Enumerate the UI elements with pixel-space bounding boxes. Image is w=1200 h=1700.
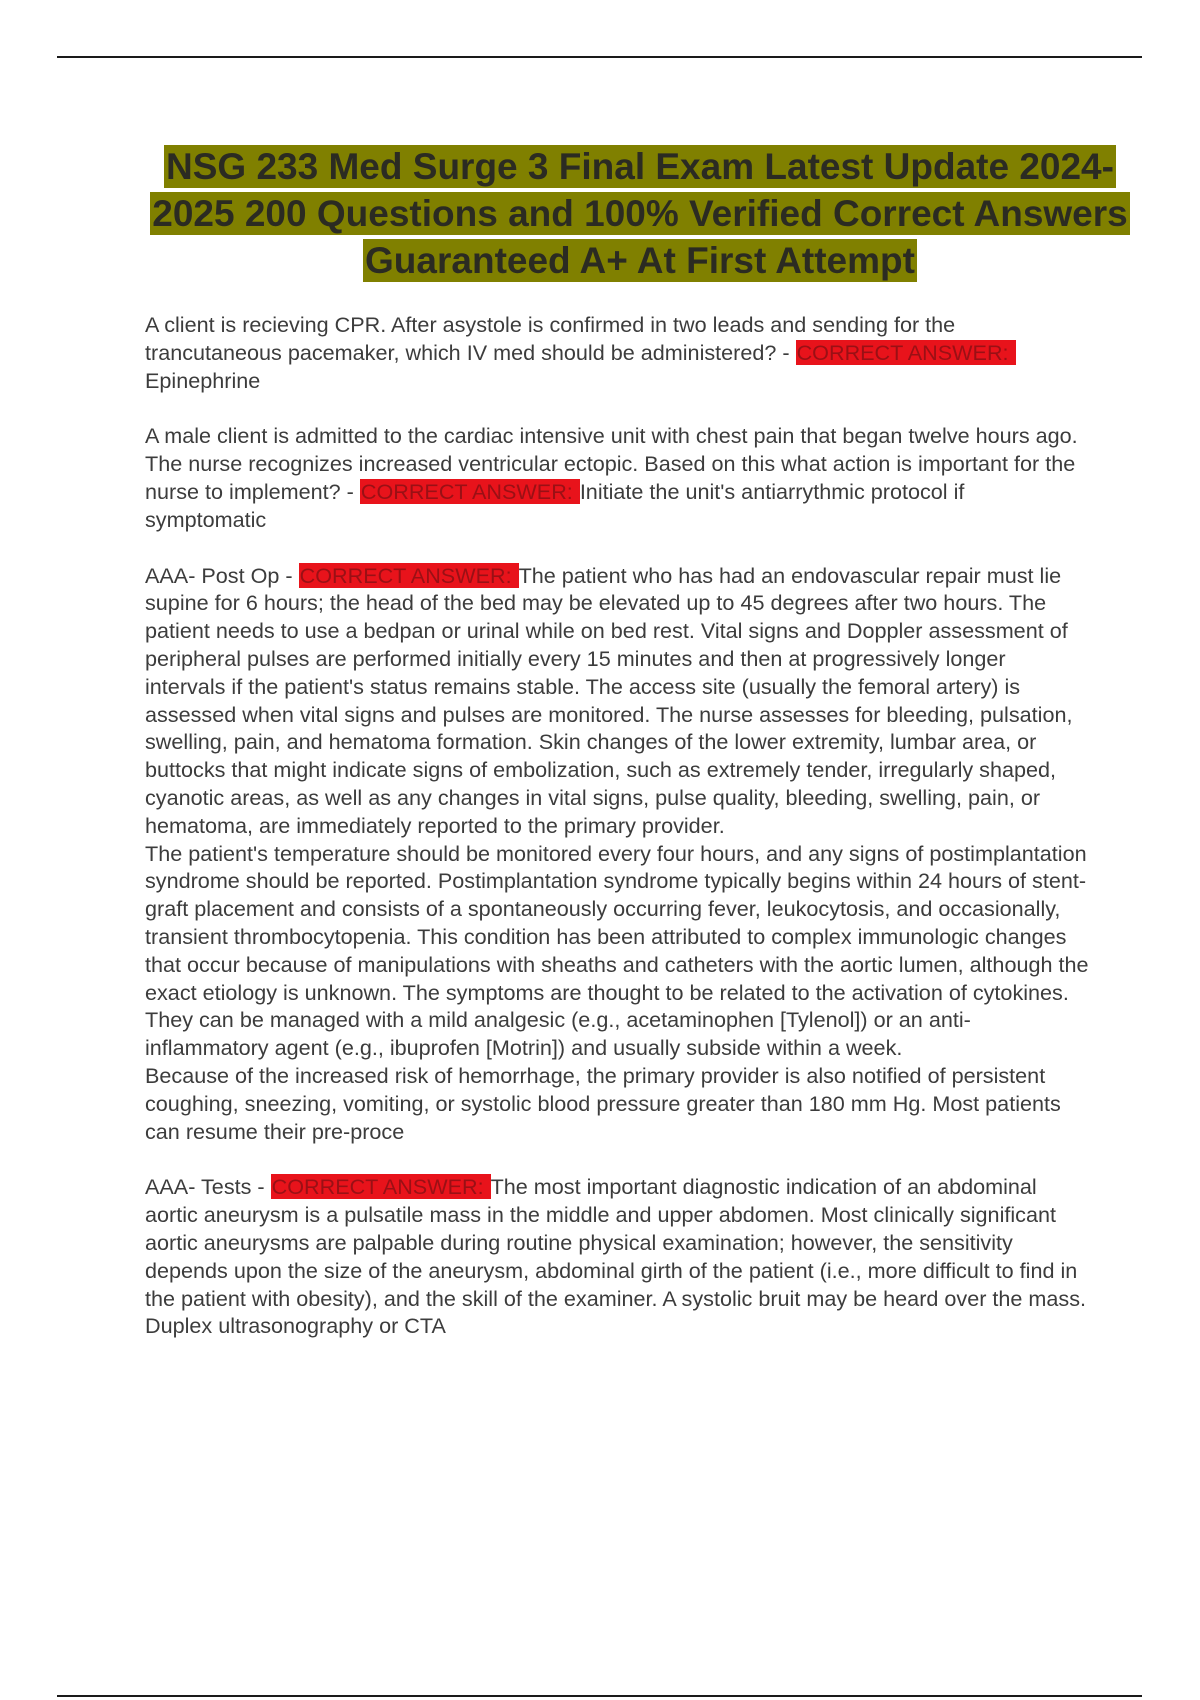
answer-text: Epinephrine <box>145 367 261 393</box>
question-text: AAA- Post Op - <box>145 562 299 588</box>
correct-answer-tag: CORRECT ANSWER: <box>360 478 579 504</box>
qa-content <box>145 311 1095 1368</box>
answer-text: The patient who has had an endovascular repair must lie supine for 6 hours; the head of the bed may be elevated up to 45 degrees after two hours. The patient needs to use a bedpan or urinal while on bed rest. Vital signs and Doppler assessment of peripheral pulses are performed initially every 15 minutes and then at progressively longer intervals if the patient's status remains stable. The access site (usually the femoral artery) is assessed when vital signs and pulses are monitored. The nurse assesses for bleeding, pulsation, swelling, pain, and hematoma formation. Skin changes of the lower extremity, lumbar area, or buttocks that might indicate signs of embolization, such as extremely tender, irregularly shaped, cyanotic areas, as well as any changes in vital signs, pulse quality, bleeding, swelling, pain, or hematoma, are immediately reported to the primary provider. <box>145 562 1079 838</box>
header-rule <box>57 56 1142 58</box>
answer-paragraph: The patient's temperature should be monitored every four hours, and any signs of postimplantation syndrome should be reported. Postimplantation syndrome typically begins within 24 hours of stent-graft placement and consists of a spontaneously occurring fever, leukocytosis, and occasionally, transient thrombocytopenia. This condition has been attributed to complex immunologic changes that occur because of manipulations with sheaths and catheters with the aortic lumen, although the exact etiology is unknown. The symptoms are thought to be related to the activation of cytokines. They can be managed with a mild analgesic (e.g., acetaminophen [Tylenol]) or an anti-inflammatory agent (e.g., ibuprofen [Motrin]) and usually subside within a week. <box>145 840 1095 1061</box>
title-highlight: NSG 233 Med Surge 3 Final Exam Latest Update 2024-2025 200 Questions and 100% Verified Correct Answers Guaranteed A+ At First Attempt <box>152 146 1128 281</box>
question-text: A male client is admitted to the cardiac intensive unit with chest pain that began twelve hours ago. The nurse recognizes increased ventricular ectopic. Based on this what action is important for the nurse to implement? - <box>145 423 1084 504</box>
answer-text: Initiate the unit's antiarrythmic protocol if symptomatic <box>145 478 971 532</box>
qa-entry <box>145 422 1090 533</box>
document-title <box>140 143 1140 284</box>
qa-entry <box>145 311 1090 394</box>
answer-paragraph: Because of the increased risk of hemorrhage, the primary provider is also notified of persistent coughing, sneezing, vomiting, or systolic blood pressure greater than 180 mm Hg. Most patients can resume their pre-proce <box>145 1062 1067 1144</box>
question-text: AAA- Tests - <box>145 1174 271 1200</box>
qa-entry <box>145 1173 1093 1340</box>
correct-answer-tag: CORRECT ANSWER: <box>796 339 1015 365</box>
title-block <box>140 143 1140 284</box>
answer-text: The most important diagnostic indication of an abdominal aortic aneurysm is a pulsatile mass in the middle and upper abdomen. Most clinically significant aortic aneurysms are palpable during routine physical examination; however, the sensitivity depends upon the size of the aneurysm, abdominal girth of the patient (i.e., more difficult to find in the patient with obesity), and the skill of the examiner. A systolic bruit may be heard over the mass. Duplex ultrasonography or CTA <box>145 1174 1093 1339</box>
correct-answer-tag: CORRECT ANSWER: <box>271 1174 490 1200</box>
footer-rule <box>57 1695 1142 1697</box>
question-text: A client is recieving CPR. After asystole is confirmed in two leads and sending for the trancutaneous pacemaker, which IV med should be administered? - <box>145 312 962 365</box>
correct-answer-tag: CORRECT ANSWER: <box>299 562 518 588</box>
qa-entry <box>145 562 1095 1146</box>
